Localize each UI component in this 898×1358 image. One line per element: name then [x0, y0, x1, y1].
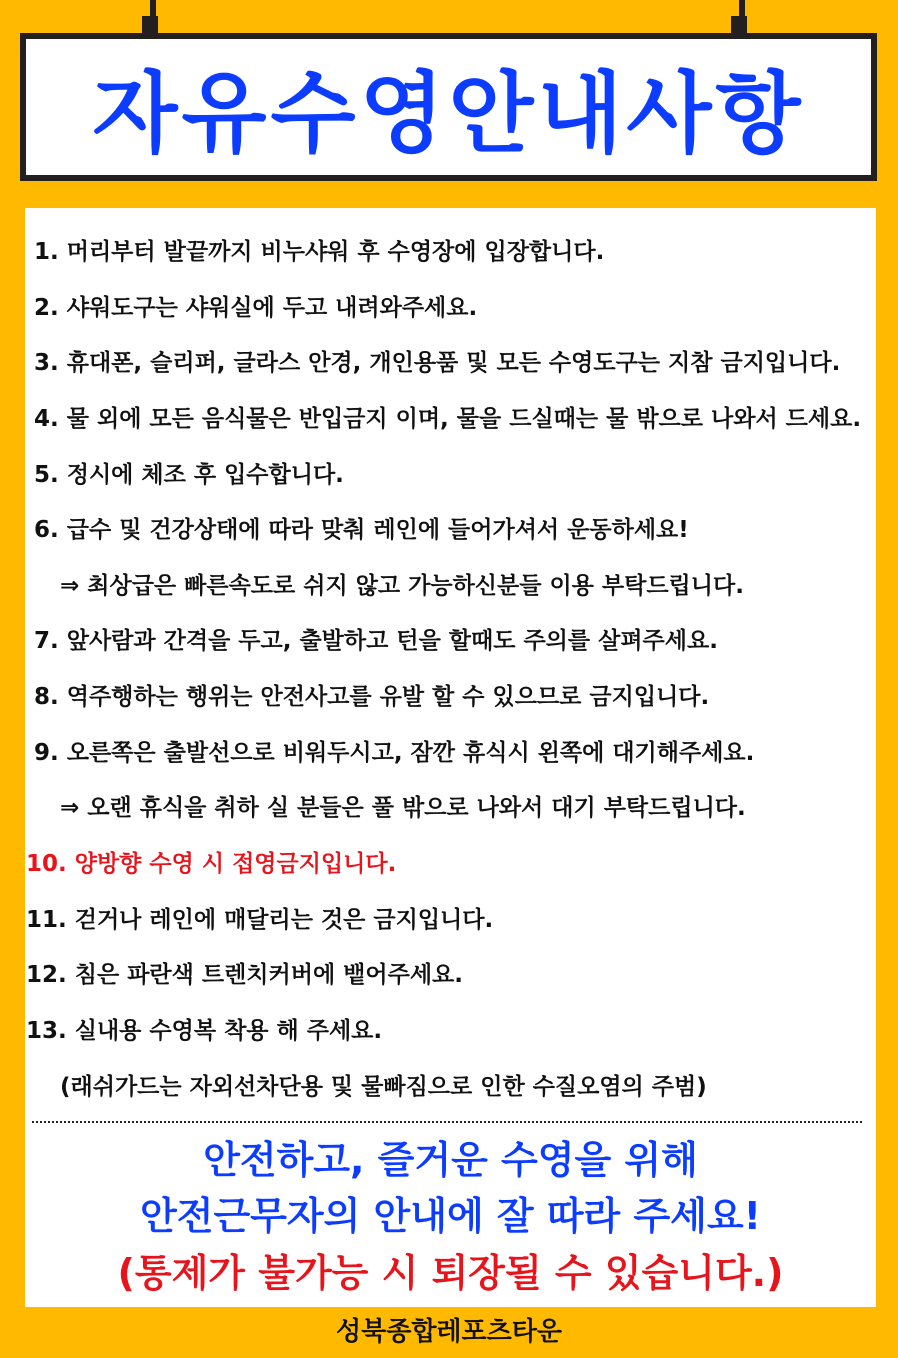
closing-warning: (통제가 불가능 시 퇴장될 수 있습니다.)	[117, 1251, 784, 1295]
rule-item: 7. 앞사람과 간격을 두고, 출발하고 턴을 할때도 주의를 살펴주세요.	[34, 628, 718, 654]
rules-panel	[25, 208, 876, 1307]
title-sign	[20, 33, 877, 181]
dotted-divider	[32, 1121, 862, 1123]
rule-note: ⇒ 최상급은 빠른속도로 쉬지 않고 가능하신분들 이용 부탁드립니다.	[60, 573, 744, 599]
rule-item: 13. 실내용 수영복 착용 해 주세요.	[26, 1018, 383, 1044]
rule-item: 5. 정시에 체조 후 입수합니다.	[34, 462, 344, 488]
rule-item: 1. 머리부터 발끝까지 비누샤워 후 수영장에 입장합니다.	[34, 239, 605, 265]
rule-item: 12. 침은 파란색 트렌치커버에 뱉어주세요.	[26, 962, 463, 988]
rule-item: 8. 역주행하는 행위는 안전사고를 유발 할 수 있으므로 금지입니다.	[34, 684, 710, 710]
rule-item: 9. 오른쪽은 출발선으로 비워두시고, 잠깐 휴식시 왼쪽에 대기해주세요.	[34, 740, 755, 766]
rule-note: (래쉬가드는 자외선차단용 및 물빠짐으로 인한 수질오염의 주범)	[60, 1074, 707, 1100]
rule-item: 11. 걷거나 레인에 매달리는 것은 금지입니다.	[26, 907, 494, 933]
rule-item: 4. 물 외에 모든 음식물은 반입금지 이며, 물을 드실때는 물 밖으로 나와서 드세요.	[34, 406, 862, 432]
footer-organization: 성북종합레포츠타운	[335, 1317, 563, 1347]
closing-line-2: 안전근무자의 안내에 잘 따라 주세요!	[140, 1194, 761, 1238]
rule-note: ⇒ 오랜 휴식을 취하 실 분들은 풀 밖으로 나와서 대기 부탁드립니다.	[60, 795, 746, 821]
sign-hanger-left-clip	[142, 16, 158, 34]
page-title: 자유수영안내사항	[92, 62, 805, 165]
sign-hanger-right-clip	[731, 16, 747, 34]
closing-line-1: 안전하고, 즐거운 수영을 위해	[203, 1138, 698, 1182]
rule-item: 10. 양방향 수영 시 접영금지입니다.	[26, 851, 397, 877]
rule-item: 3. 휴대폰, 슬리퍼, 글라스 안경, 개인용품 및 모든 수영도구는 지참 금지입니다.	[34, 350, 841, 376]
rule-item: 6. 급수 및 건강상태에 따라 맞춰 레인에 들어가셔서 운동하세요!	[34, 517, 689, 543]
rule-item: 2. 샤워도구는 샤워실에 두고 내려와주세요.	[34, 295, 478, 321]
